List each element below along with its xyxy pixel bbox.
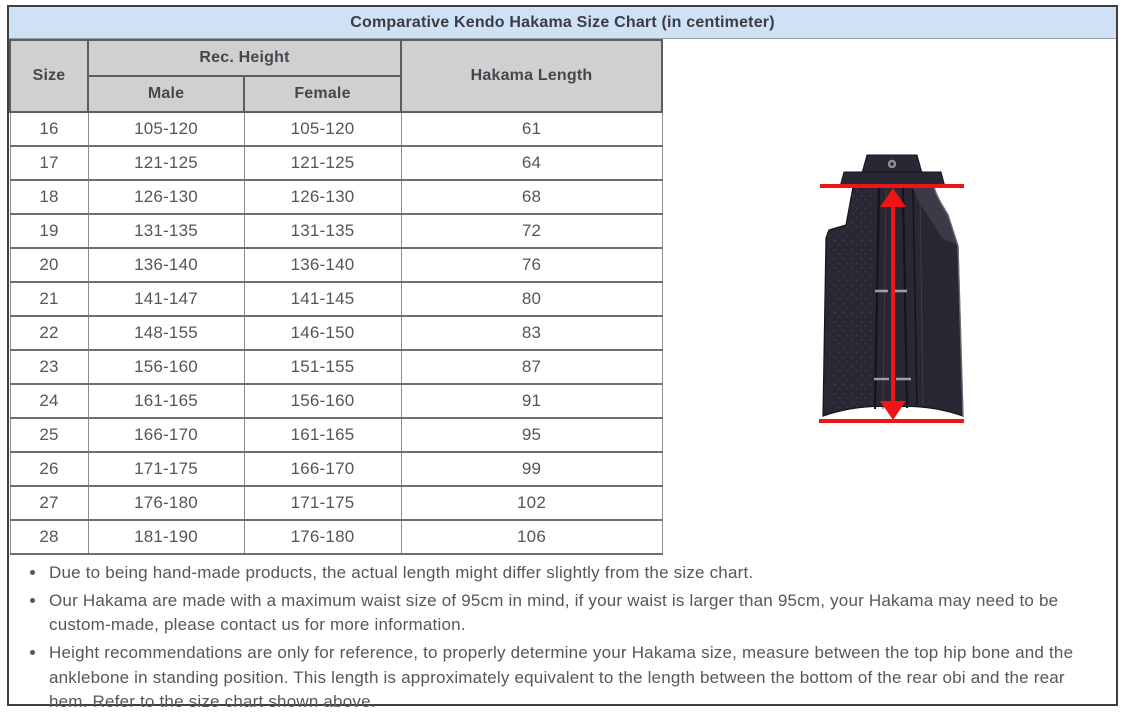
table-cell-female: 131-135 — [244, 214, 401, 248]
table-cell-female: 176-180 — [244, 520, 401, 554]
table-row — [10, 384, 662, 418]
table-row — [10, 452, 662, 486]
table-cell-size: 27 — [10, 486, 88, 520]
table-cell-male: 121-125 — [88, 146, 244, 180]
table-cell-size: 28 — [10, 520, 88, 554]
table-row — [10, 214, 662, 248]
table-row — [10, 146, 662, 180]
table-cell-length: 102 — [401, 486, 662, 520]
table-cell-male: 126-130 — [88, 180, 244, 214]
note-item: • Due to being hand-made products, the actual length might differ slightly from the size chart. — [47, 561, 1106, 586]
table-row — [10, 316, 662, 350]
table-cell-length: 87 — [401, 350, 662, 384]
table-cell-female: 121-125 — [244, 146, 401, 180]
table-cell-size: 25 — [10, 418, 88, 452]
table-cell-size: 23 — [10, 350, 88, 384]
table-cell-length: 83 — [401, 316, 662, 350]
table-cell-length: 76 — [401, 248, 662, 282]
table-row — [10, 350, 662, 384]
table-cell-length: 99 — [401, 452, 662, 486]
header-female: Female — [244, 76, 401, 112]
table-row — [10, 520, 662, 554]
table-cell-size: 19 — [10, 214, 88, 248]
table-cell-length: 80 — [401, 282, 662, 316]
table-cell-female: 156-160 — [244, 384, 401, 418]
table-row — [10, 180, 662, 214]
table-cell-male: 161-165 — [88, 384, 244, 418]
table-cell-female: 151-155 — [244, 350, 401, 384]
table-cell-length: 106 — [401, 520, 662, 554]
size-chart-header — [10, 40, 662, 112]
table-cell-length: 64 — [401, 146, 662, 180]
page-title: Comparative Kendo Hakama Size Chart (in centimeter) — [350, 13, 775, 31]
table-cell-male: 131-135 — [88, 214, 244, 248]
table-cell-female: 141-145 — [244, 282, 401, 316]
table-cell-length: 61 — [401, 112, 662, 146]
table-cell-size: 16 — [10, 112, 88, 146]
header-rec-height: Rec. Height — [88, 40, 401, 76]
table-row — [10, 112, 662, 146]
note-item: • Our Hakama are made with a maximum waist size of 95cm in mind, if your waist is larger than 95cm, your Hakama may need to be custom-made, please contact us for more information. — [47, 589, 1106, 638]
size-chart-body — [10, 112, 662, 554]
table-cell-size: 21 — [10, 282, 88, 316]
notes-section — [9, 553, 1116, 715]
page-title-bar — [9, 7, 1116, 39]
table-cell-size: 26 — [10, 452, 88, 486]
table-cell-male: 171-175 — [88, 452, 244, 486]
table-row — [10, 418, 662, 452]
arrowhead-down-icon — [880, 401, 906, 420]
table-cell-size: 17 — [10, 146, 88, 180]
hakama-figure-panel — [661, 39, 1116, 553]
table-cell-length: 91 — [401, 384, 662, 418]
table-cell-female: 146-150 — [244, 316, 401, 350]
notes-list — [26, 561, 1106, 715]
table-cell-male: 148-155 — [88, 316, 244, 350]
grommet-center — [890, 162, 893, 165]
table-row — [10, 282, 662, 316]
table-cell-size: 22 — [10, 316, 88, 350]
table-cell-male: 176-180 — [88, 486, 244, 520]
table-cell-size: 24 — [10, 384, 88, 418]
table-cell-size: 18 — [10, 180, 88, 214]
table-cell-female: 136-140 — [244, 248, 401, 282]
page-container — [7, 5, 1118, 712]
size-chart-table — [9, 39, 663, 555]
hakama-fabric-speckle — [826, 189, 876, 411]
note-item: • Height recommendations are only for reference, to properly determine your Hakama size, measure between the top hip bone and the anklebone in standing position. This length is approximately equivalent to the length between the bottom of the rear obi and the rear hem. Refer to the size chart shown above. — [47, 641, 1106, 715]
table-cell-male: 105-120 — [88, 112, 244, 146]
table-row — [10, 248, 662, 282]
header-male: Male — [88, 76, 244, 112]
header-hakama-length: Hakama Length — [401, 40, 662, 112]
table-cell-female: 105-120 — [244, 112, 401, 146]
table-cell-length: 95 — [401, 418, 662, 452]
table-cell-male: 181-190 — [88, 520, 244, 554]
table-cell-female: 126-130 — [244, 180, 401, 214]
table-row — [10, 486, 662, 520]
header-size: Size — [10, 40, 88, 112]
table-cell-size: 20 — [10, 248, 88, 282]
hakama-measurement-figure — [661, 39, 1116, 553]
table-cell-female: 171-175 — [244, 486, 401, 520]
table-cell-male: 156-160 — [88, 350, 244, 384]
table-cell-male: 141-147 — [88, 282, 244, 316]
table-cell-length: 68 — [401, 180, 662, 214]
content-area — [9, 39, 1116, 553]
table-cell-female: 166-170 — [244, 452, 401, 486]
table-cell-length: 72 — [401, 214, 662, 248]
table-cell-female: 161-165 — [244, 418, 401, 452]
table-cell-male: 166-170 — [88, 418, 244, 452]
table-cell-male: 136-140 — [88, 248, 244, 282]
